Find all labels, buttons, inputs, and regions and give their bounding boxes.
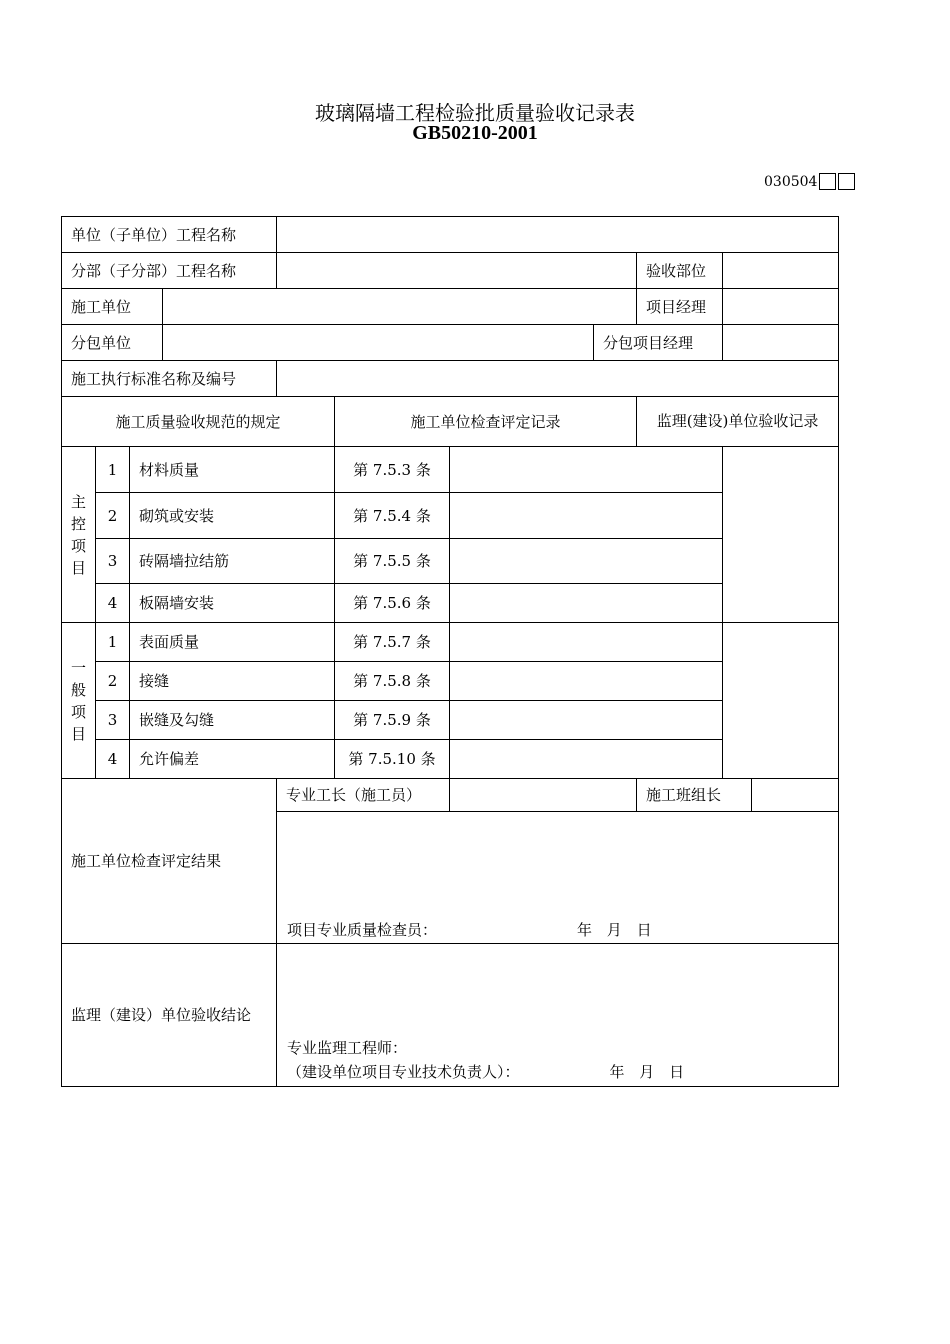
conclusion-label: 监理（建设）单位验收结论 bbox=[62, 944, 277, 1087]
main-items-label-text: 主控项目 bbox=[71, 492, 87, 577]
check-record-header: 施工单位检查评定记录 bbox=[335, 397, 637, 447]
inspector-signature-line bbox=[287, 919, 652, 941]
page-title: 玻璃隔墙工程检验批质量验收记录表 bbox=[315, 101, 635, 125]
general-item-check-field[interactable] bbox=[450, 662, 723, 701]
standard-code: GB50210-2001 bbox=[412, 122, 538, 144]
acceptance-part-label: 验收部位 bbox=[637, 253, 723, 289]
form-code-box-1[interactable] bbox=[819, 173, 836, 190]
main-item-check-field[interactable] bbox=[450, 584, 723, 623]
acceptance-part-field[interactable] bbox=[723, 253, 839, 289]
foreman-field[interactable] bbox=[450, 779, 637, 812]
engineer-label: 专业监理工程师： bbox=[287, 1039, 408, 1057]
result-field[interactable] bbox=[277, 812, 839, 944]
main-item-name: 砖隔墙拉结筋 bbox=[130, 539, 335, 584]
general-items-label bbox=[62, 623, 96, 779]
main-item-check-field[interactable] bbox=[450, 539, 723, 584]
team-leader-field[interactable] bbox=[752, 779, 839, 812]
standard-name-label: 施工执行标准名称及编号 bbox=[62, 361, 277, 397]
main-item-no: 1 bbox=[96, 447, 130, 493]
general-item-name: 表面质量 bbox=[130, 623, 335, 662]
general-item-no: 1 bbox=[96, 623, 130, 662]
subcontract-manager-label: 分包项目经理 bbox=[594, 325, 723, 361]
supervision-record-header: 监理(建设)单位验收记录 bbox=[637, 397, 839, 447]
main-item-no: 4 bbox=[96, 584, 130, 623]
form-code-box-2[interactable] bbox=[838, 173, 855, 190]
conclusion-date: 年 月 日 bbox=[609, 1063, 685, 1081]
construction-unit-label: 施工单位 bbox=[62, 289, 163, 325]
general-item-clause: 第 7.5.8 条 bbox=[335, 662, 450, 701]
sub-project-name-label: 分部（子分部）工程名称 bbox=[62, 253, 277, 289]
general-item-name: 接缝 bbox=[130, 662, 335, 701]
general-item-no: 3 bbox=[96, 701, 130, 740]
main-item-no: 3 bbox=[96, 539, 130, 584]
general-item-clause: 第 7.5.7 条 bbox=[335, 623, 450, 662]
subcontract-unit-field[interactable] bbox=[163, 325, 594, 361]
main-item-name: 板隔墙安装 bbox=[130, 584, 335, 623]
general-item-no: 2 bbox=[96, 662, 130, 701]
general-items-supervision-field[interactable] bbox=[723, 623, 839, 779]
unit-project-name-field[interactable] bbox=[277, 217, 839, 253]
main-item-clause: 第 7.5.3 条 bbox=[335, 447, 450, 493]
form-code-number: 030504 bbox=[764, 173, 818, 190]
general-item-check-field[interactable] bbox=[450, 623, 723, 662]
general-item-clause: 第 7.5.10 条 bbox=[335, 740, 450, 779]
inspector-date: 年 月 日 bbox=[577, 921, 652, 939]
team-leader-label: 施工班组长 bbox=[637, 779, 752, 812]
main-item-check-field[interactable] bbox=[450, 493, 723, 539]
spec-header: 施工质量验收规范的规定 bbox=[62, 397, 335, 447]
main-item-clause: 第 7.5.5 条 bbox=[335, 539, 450, 584]
main-items-label bbox=[62, 447, 96, 623]
unit-project-name-label: 单位（子单位）工程名称 bbox=[62, 217, 277, 253]
owner-rep-line bbox=[287, 1060, 684, 1084]
main-item-check-field[interactable] bbox=[450, 447, 723, 493]
general-item-clause: 第 7.5.9 条 bbox=[335, 701, 450, 740]
subcontract-unit-label: 分包单位 bbox=[62, 325, 163, 361]
sub-project-name-field[interactable] bbox=[277, 253, 637, 289]
construction-unit-field[interactable] bbox=[163, 289, 637, 325]
result-label: 施工单位检查评定结果 bbox=[62, 779, 277, 944]
general-item-name: 嵌缝及勾缝 bbox=[130, 701, 335, 740]
owner-rep-label: （建设单位项目专业技术负责人）： bbox=[287, 1063, 520, 1081]
general-items-label-text: 一般项目 bbox=[71, 658, 87, 743]
conclusion-signature-block bbox=[287, 1036, 684, 1084]
main-item-clause: 第 7.5.6 条 bbox=[335, 584, 450, 623]
main-item-name: 材料质量 bbox=[130, 447, 335, 493]
general-item-no: 4 bbox=[96, 740, 130, 779]
general-item-check-field[interactable] bbox=[450, 701, 723, 740]
main-item-name: 砌筑或安装 bbox=[130, 493, 335, 539]
project-manager-field[interactable] bbox=[723, 289, 839, 325]
general-item-name: 允许偏差 bbox=[130, 740, 335, 779]
subcontract-manager-field[interactable] bbox=[723, 325, 839, 361]
inspection-form bbox=[61, 216, 839, 1087]
main-item-clause: 第 7.5.4 条 bbox=[335, 493, 450, 539]
general-item-check-field[interactable] bbox=[450, 740, 723, 779]
standard-name-field[interactable] bbox=[277, 361, 839, 397]
foreman-label: 专业工长（施工员） bbox=[277, 779, 450, 812]
project-manager-label: 项目经理 bbox=[637, 289, 723, 325]
conclusion-field[interactable] bbox=[277, 944, 839, 1087]
main-items-supervision-field[interactable] bbox=[723, 447, 839, 623]
inspector-label: 项目专业质量检查员： bbox=[287, 921, 438, 939]
main-item-no: 2 bbox=[96, 493, 130, 539]
form-code bbox=[764, 173, 855, 190]
